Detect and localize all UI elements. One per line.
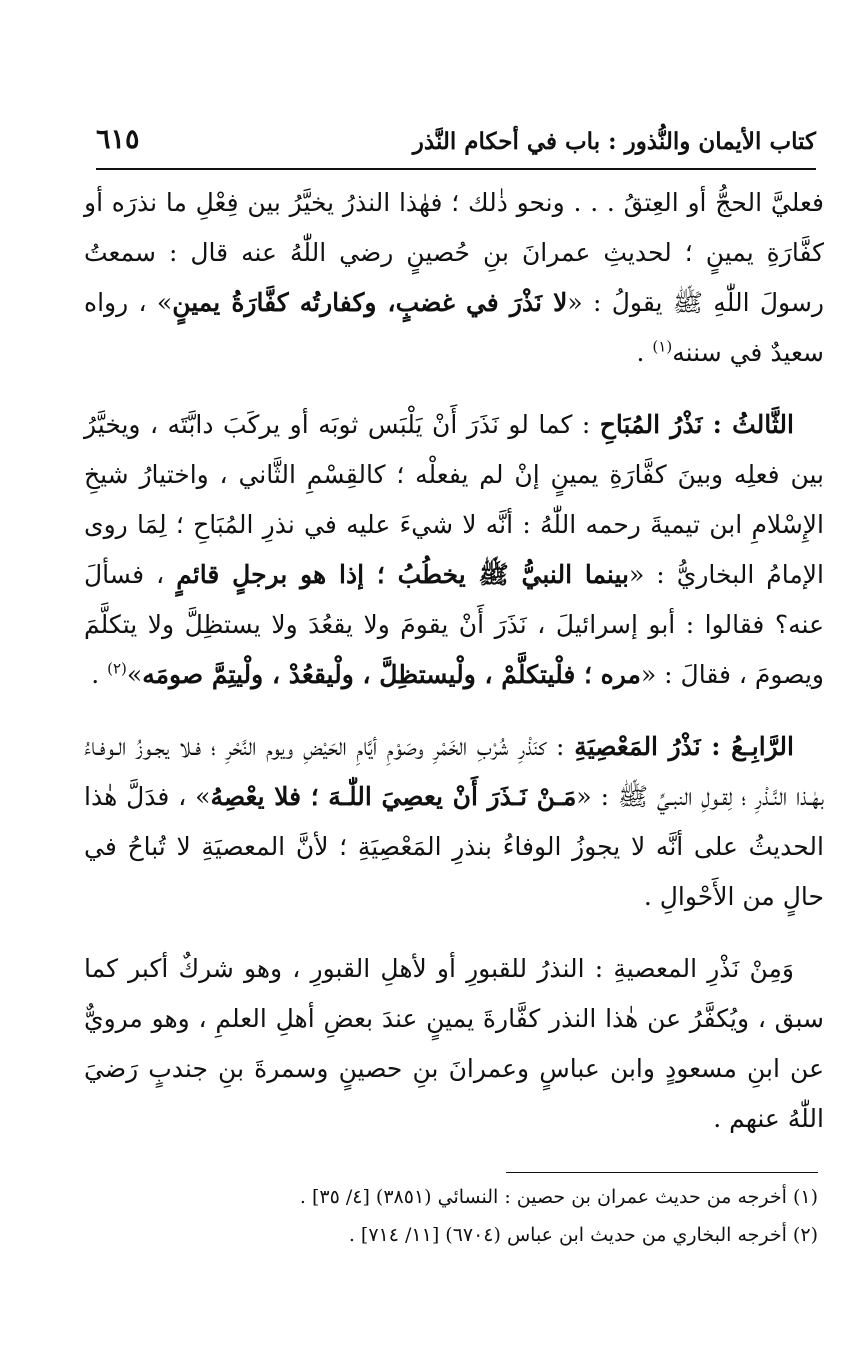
running-title: كتاب الأيمان والنُّذور : باب في أحكام النَّذر (412, 128, 816, 155)
text: . (91, 660, 108, 689)
header-rule (96, 168, 816, 170)
page-number: ٦١٥ (96, 124, 140, 155)
text: وَمِنْ نَذْرِ المعصيةِ : النذرُ للقبورِ أو لأهلِ القبورِ ، وهو شركٌ أكبر كما سبق ، ويُكفَّرُ عن هٰذا النذر كفَّارةَ يمينٍ عندَ بعضِ أهلِ العلمِ ، وهو مرويٌّ عن ابنِ مسعودٍ وابن عباسٍ وعمرانَ بنِ حصينٍ وسمرةَ بنِ جندبٍ رَضيَ اللّٰهُ عنهم . (84, 954, 824, 1133)
section-heading: الرَّابِـعُ : نَذْرُ المَعْصِيَةِ (574, 732, 794, 761)
hadith-quote: مره ؛ فلْيتكلَّمْ ، ولْيستظِلَّ ، ولْيقعُدْ ، ولْيتِمَّ صومَه (142, 660, 641, 689)
body-text (84, 178, 824, 1166)
text: » ، فدَلَّ هٰذا الحديثُ على أنَّه لا يجوزُ الوفاءُ بنذرِ المَعْصِيَةِ ؛ لأنَّ المعصيَةِ لا تُباحُ في حالٍ من الأَحْوالِ . (84, 782, 824, 911)
paragraph-sinful-vow (84, 722, 824, 922)
text: . (636, 338, 653, 367)
page-header (96, 120, 816, 170)
text: فعليَّ الحجُّ أو العِتقُ . . . ونحو ذٰلك ؛ فهٰذا النذرُ يخيَّرُ بين فِعْلِ ما نذرَه أو كفَّارَةِ يمينٍ ؛ لحديثِ عمرانَ بنِ حُصينٍ رضي اللّٰهُ عنه قال : سمعتُ رسولَ اللّٰهِ ﷺ يقولُ : « (84, 188, 824, 317)
footnote-2: (٢) أخرجه البخاري من حديث ابن عباس (٦٧٠٤) [١١/ ٧١٤] . (348, 1224, 818, 1246)
footnote-rule (506, 1172, 818, 1173)
footnote-ref-1[interactable]: (١) (652, 337, 673, 356)
footnotes (150, 1180, 818, 1256)
paragraph-permissible-vow (84, 400, 824, 700)
hadith-quote: بينما النبيُّ ﷺ يخطُبُ ؛ إذا هو برجلٍ قائمٍ (176, 560, 629, 589)
footnote-1: (١) أخرجه من حديث عمران بن حصين : النسائي (٣٨٥١) [٤/ ٣٥] . (299, 1186, 818, 1208)
text: ، فسألَ عنه؟ فقالوا : أبو إسرائيلَ ، نَذَرَ أَنْ يقومَ ولا يقعُدَ ولا يستظِلَّ ولا يتكلَّمَ ويصومَ ، فقالَ : « (84, 560, 824, 689)
hadith-quote: لا نَذْرَ في غضبٍ، وكفارتُه كفَّارَةُ يمينٍ (172, 288, 568, 317)
text: : كنَذْرِ شُرْبِ الخَمْرِ وصَوْمِ أيَّامِ الحَيْضِ ويوم النَّحْرِ ؛ فـلا يجـوزُ الـوفـاءُ بهٰـذا النَّـذْرِ ؛ لِقـولِ النبـيِّ ﷺ : « (84, 732, 824, 811)
paragraph-vow-condition (84, 178, 824, 378)
footnote-ref-2[interactable]: (٢) (107, 659, 127, 678)
paragraph-grave-vow (84, 944, 824, 1144)
text: » ، رواه سعيدٌ في سننه (84, 288, 824, 367)
text: » (126, 660, 143, 689)
text: : كما لو نَذَرَ أَنْ يَلْبَس ثوبَه أو يركَبَ دابَّتَه ، ويخيَّرُ بين فعلِه وبينَ كفَّارَةِ يمينٍ إنْ لم يفعلْه ؛ كالقِسْمِ الثَّاني ، واختيارُ شيخِ الإِسْلامِ ابن تيميةَ رحمه اللّٰهُ : أنَّه لا شيءَ عليه في نذرِ المُبَاحِ ؛ لِمَا روى الإمامُ البخاريُّ : « (84, 410, 824, 589)
section-heading: الثَّالثُ : نَذْرُ المُبَاحِ (599, 410, 794, 439)
hadith-quote: مَـنْ نَـذَرَ أَنْ يعصِيَ اللّٰـهَ ؛ فلا يعْصِهُ (210, 782, 577, 811)
